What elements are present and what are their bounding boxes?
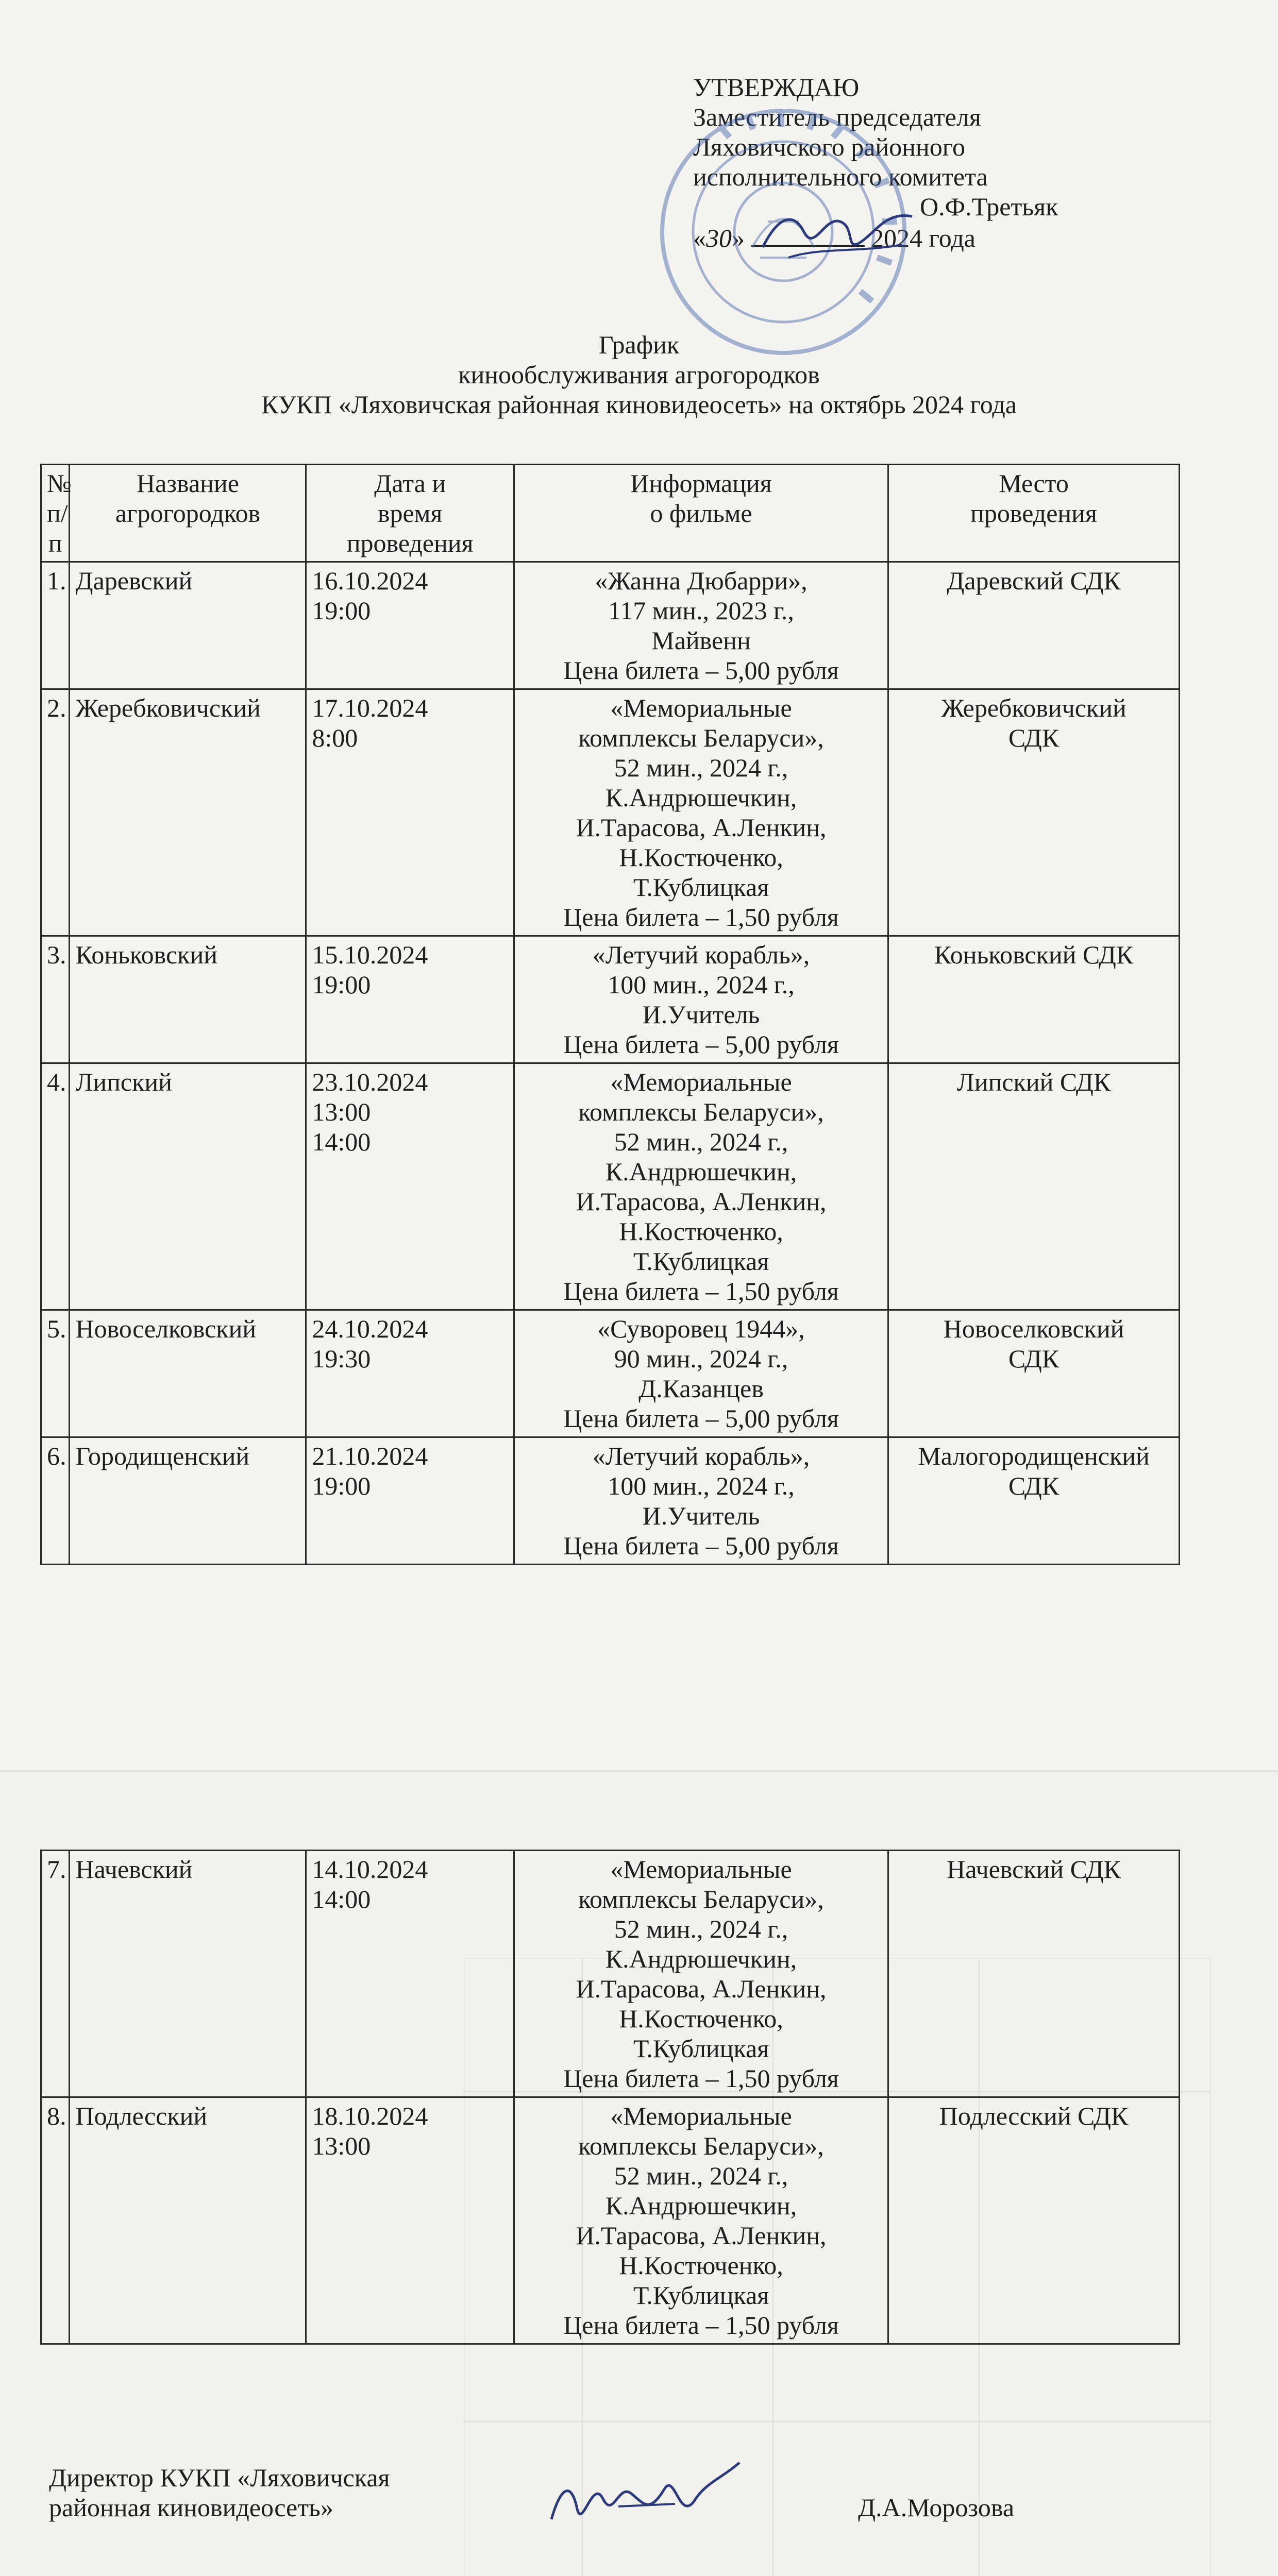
- cell-name: Новоселковский: [70, 1310, 306, 1437]
- cell-num: 4.: [41, 1063, 70, 1310]
- cell-place: Начевский СДК: [888, 1851, 1180, 2097]
- table-row: [41, 1310, 1180, 1437]
- schedule-table-continued: [40, 1850, 1180, 2345]
- cell-date: 23.10.2024 13:00 14:00: [306, 1063, 514, 1310]
- cell-place: Малогородищенский СДК: [888, 1437, 1180, 1565]
- cell-info: «Суворовец 1944», 90 мин., 2024 г., Д.Казанцев Цена билета – 5,00 рубля: [514, 1310, 888, 1437]
- cell-info: «Летучий корабль», 100 мин., 2024 г., И.Учитель Цена билета – 5,00 рубля: [514, 936, 888, 1063]
- cell-date: 15.10.2024 19:00: [306, 936, 514, 1063]
- director-title-line-1: Директор КУКП «Ляховичская: [49, 2463, 390, 2492]
- table-header-row: [41, 465, 1180, 562]
- cell-place: Даревский СДК: [888, 562, 1180, 689]
- table-row: [41, 1851, 1180, 2097]
- table-row: [41, 1063, 1180, 1310]
- approval-signer: О.Ф.Третьяк: [920, 192, 1058, 221]
- approval-line-1: Заместитель председателя: [693, 103, 981, 131]
- cell-info: «Мемориальные комплексы Беларуси», 52 мин., 2024 г., К.Андрюшечкин, И.Тарасова, А.Ленкин, Н.Костюченко, Т.Кублицкая Цена билета – 1,50 рубля: [514, 1063, 888, 1310]
- date-open-quote: «: [693, 224, 706, 252]
- cell-place: Липский СДК: [888, 1063, 1180, 1310]
- document-title: [0, 330, 1278, 419]
- director-name: Д.А.Морозова: [858, 2493, 1015, 2522]
- cell-name: Липский: [70, 1063, 306, 1310]
- header-name: Название агрогородков: [70, 465, 306, 562]
- schedule-table: [40, 464, 1180, 1565]
- cell-name: Подлесский: [70, 2097, 306, 2344]
- cell-date: 17.10.2024 8:00: [306, 689, 514, 936]
- header-place: Место проведения: [888, 465, 1180, 562]
- title-line-1: График: [598, 330, 680, 359]
- table-row: [41, 936, 1180, 1063]
- date-day: 30: [706, 224, 732, 252]
- cell-num: 5.: [41, 1310, 70, 1437]
- header-date: Дата и время проведения: [306, 465, 514, 562]
- cell-date: 16.10.2024 19:00: [306, 562, 514, 689]
- table-row: [41, 562, 1180, 689]
- cell-info: «Мемориальные комплексы Беларуси», 52 мин., 2024 г., К.Андрюшечкин, И.Тарасова, А.Ленкин, Н.Костюченко, Т.Кублицкая Цена билета – 1,50 рубля: [514, 2097, 888, 2344]
- cell-name: Городищенский: [70, 1437, 306, 1565]
- cell-name: Жеребковичский: [70, 689, 306, 936]
- cell-info: «Мемориальные комплексы Беларуси», 52 мин., 2024 г., К.Андрюшечкин, И.Тарасова, А.Ленкин, Н.Костюченко, Т.Кублицкая Цена билета – 1,50 рубля: [514, 689, 888, 936]
- cell-place: Коньковский СДК: [888, 936, 1180, 1063]
- header-info: Информация о фильме: [514, 465, 888, 562]
- director-signature: [541, 2452, 747, 2540]
- cell-num: 8.: [41, 2097, 70, 2344]
- cell-info: «Жанна Дюбарри», 117 мин., 2023 г., Майвенн Цена билета – 5,00 рубля: [514, 562, 888, 689]
- table-row: [41, 689, 1180, 936]
- cell-num: 7.: [41, 1851, 70, 2097]
- cell-num: 1.: [41, 562, 70, 689]
- cell-place: Подлесский СДК: [888, 2097, 1180, 2344]
- director-title-line-2: районная киновидеосеть»: [49, 2493, 333, 2522]
- approval-heading: УТВЕРЖДАЮ: [693, 73, 860, 101]
- cell-date: 24.10.2024 19:30: [306, 1310, 514, 1437]
- title-line-3: КУКП «Ляховичская районная киновидеосеть» на октябрь 2024 года: [261, 390, 1017, 419]
- cell-name: Начевский: [70, 1851, 306, 2097]
- cell-date: 18.10.2024 13:00: [306, 2097, 514, 2344]
- cell-date: 21.10.2024 19:00: [306, 1437, 514, 1565]
- cell-num: 2.: [41, 689, 70, 936]
- director-title: [49, 2463, 390, 2522]
- cell-num: 3.: [41, 936, 70, 1063]
- approval-signature: [758, 196, 922, 268]
- header-num: № п/п: [41, 465, 70, 562]
- cell-place: Жеребковичский СДК: [888, 689, 1180, 936]
- cell-name: Даревский: [70, 562, 306, 689]
- cell-num: 6.: [41, 1437, 70, 1565]
- table-row: [41, 2097, 1180, 2344]
- title-line-2: кинообслуживания агрогородков: [458, 360, 820, 389]
- cell-place: Новоселковский СДК: [888, 1310, 1180, 1437]
- date-year: 2024 года: [871, 224, 976, 252]
- date-close-quote: »: [732, 224, 745, 252]
- cell-info: «Летучий корабль», 100 мин., 2024 г., И.Учитель Цена билета – 5,00 рубля: [514, 1437, 888, 1565]
- cell-date: 14.10.2024 14:00: [306, 1851, 514, 2097]
- cell-name: Коньковский: [70, 936, 306, 1063]
- table-row: [41, 1437, 1180, 1565]
- approval-line-2: Ляховичского районного: [693, 132, 965, 161]
- approval-line-3: исполнительного комитета: [693, 162, 988, 191]
- cell-info: «Мемориальные комплексы Беларуси», 52 мин., 2024 г., К.Андрюшечкин, И.Тарасова, А.Ленкин, Н.Костюченко, Т.Кублицкая Цена билета – 1,50 рубля: [514, 1851, 888, 2097]
